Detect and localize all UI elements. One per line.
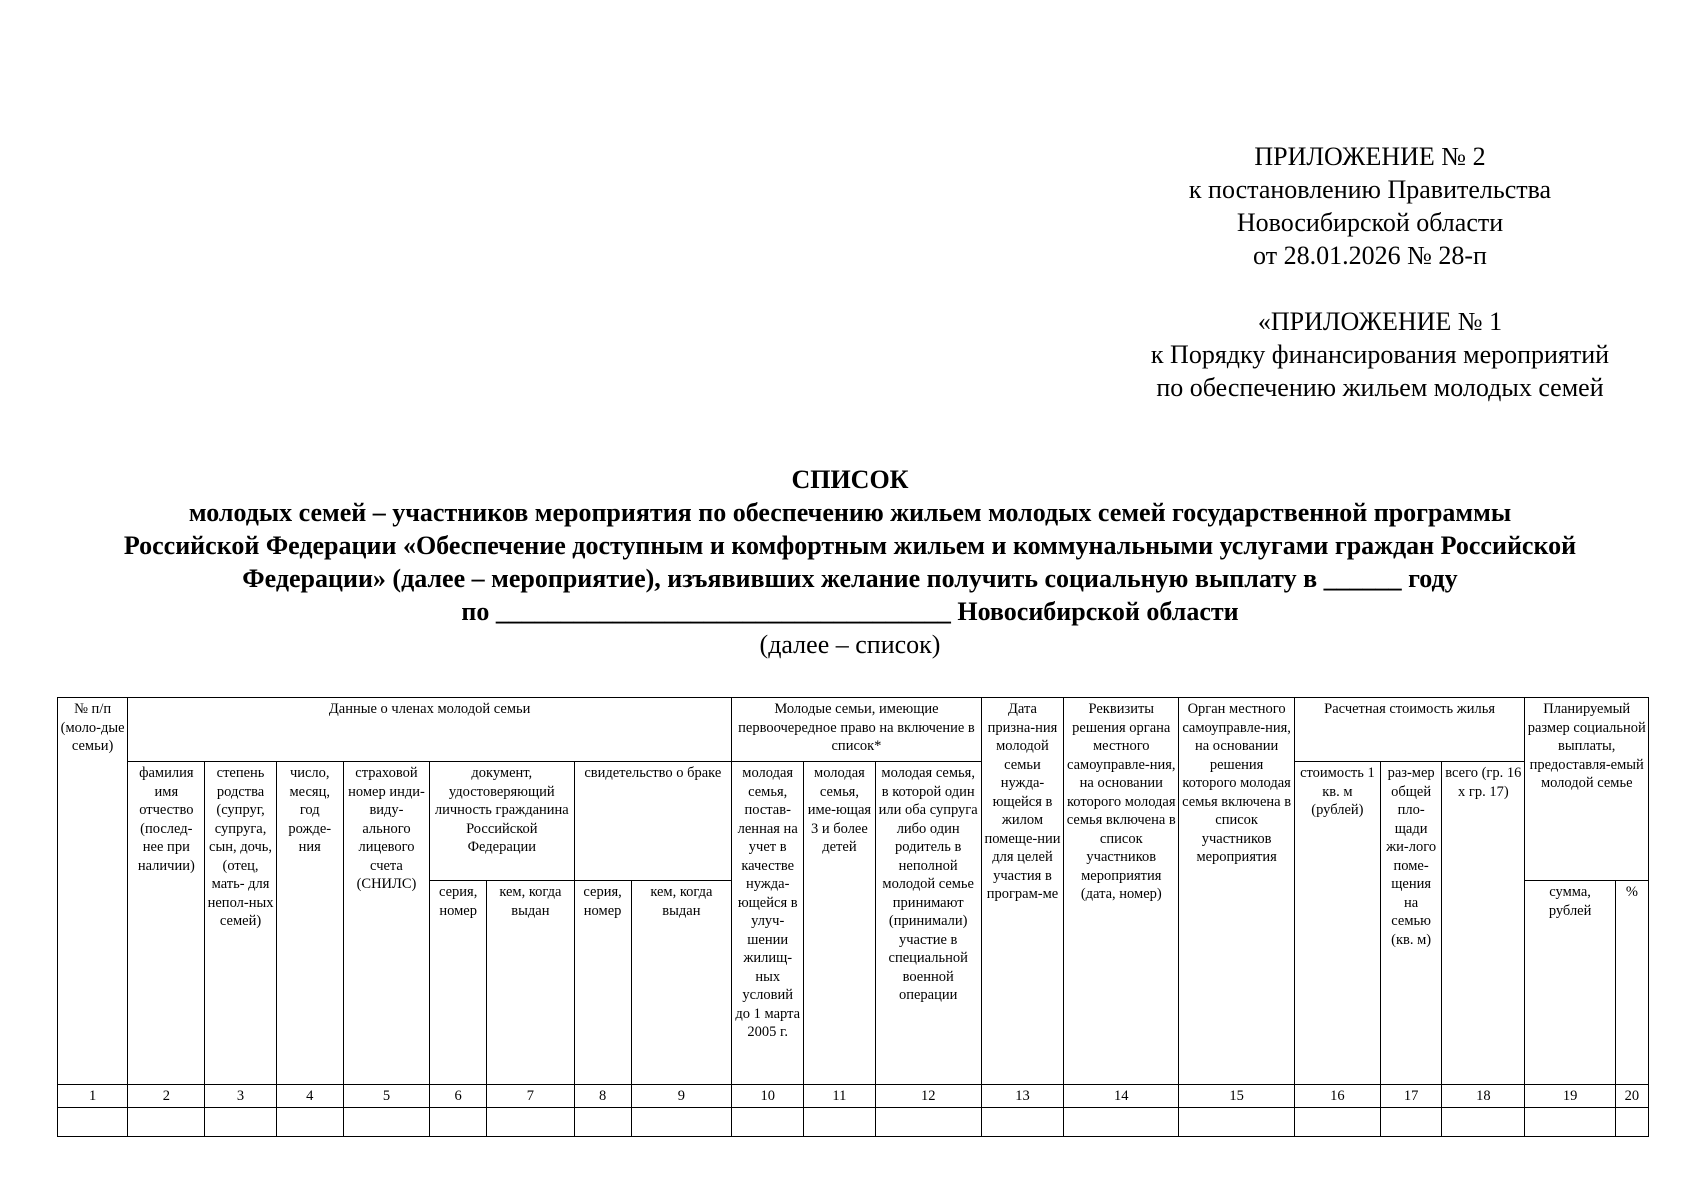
table-cell bbox=[981, 1108, 1063, 1137]
table-cell bbox=[430, 1108, 487, 1137]
table-cell bbox=[1064, 1108, 1179, 1137]
header-marriage-cert: свидетельство о браке bbox=[574, 762, 732, 881]
appendix-1-line: «ПРИЛОЖЕНИЕ № 1 bbox=[1257, 307, 1503, 336]
appendix-2-line: ПРИЛОЖЕНИЕ № 2 bbox=[1254, 142, 1486, 171]
header-decision-details: Реквизиты решения органа местного самоуправле-ния, на основании которого молодая семья включена в список участников мероприятия (дата, номер) bbox=[1064, 698, 1179, 1085]
column-number: 6 bbox=[430, 1085, 487, 1108]
header-registered-before-2005: молодая семья, постав-ленная на учет в качестве нужда-ющейся в улуч-шении жилищ-ных условий до 1 марта 2005 г. bbox=[732, 762, 804, 1085]
table-cell bbox=[1381, 1108, 1442, 1137]
header-full-name: фамилия имя отчество (послед-нее при наличии) bbox=[128, 762, 205, 1085]
header-housing-cost: Расчетная стоимость жилья bbox=[1294, 698, 1525, 762]
column-number: 1 bbox=[58, 1085, 128, 1108]
column-number: 17 bbox=[1381, 1085, 1442, 1108]
header-planned-payment: Планируемый размер социальной выплаты, предоставля-емый молодой семье bbox=[1525, 698, 1649, 881]
column-number: 14 bbox=[1064, 1085, 1179, 1108]
empty-data-row bbox=[58, 1108, 1649, 1137]
document-title-line: Российской Федерации «Обеспечение доступным и комфортным жильем и коммунальными услугами граждан Российской bbox=[123, 531, 1577, 560]
header-percent: % bbox=[1615, 881, 1648, 1085]
document-title: СПИСОК bbox=[791, 465, 909, 494]
appendix-1-line: к Порядку финансирования мероприятий bbox=[1150, 340, 1610, 369]
table-cell bbox=[343, 1108, 429, 1137]
appendix-1-line: по обеспечению жильем молодых семей bbox=[1156, 373, 1604, 402]
table-cell bbox=[487, 1108, 574, 1137]
header-id-document: документ, удостоверяющий личность гражданина Российской Федерации bbox=[430, 762, 574, 881]
table-cell bbox=[128, 1108, 205, 1137]
column-number: 19 bbox=[1525, 1085, 1615, 1108]
column-number: 2 bbox=[128, 1085, 205, 1108]
table-cell bbox=[205, 1108, 276, 1137]
document-title-line: по ___________________________________ Новосибирской области bbox=[461, 597, 1239, 626]
families-list-table bbox=[57, 697, 1649, 1137]
header-cost-per-sqm: стоимость 1 кв. м (рублей) bbox=[1294, 762, 1380, 1085]
column-number: 7 bbox=[487, 1085, 574, 1108]
table-cell bbox=[804, 1108, 875, 1137]
header-id-series: серия, номер bbox=[430, 881, 487, 1085]
table-cell bbox=[276, 1108, 343, 1137]
table-cell bbox=[1615, 1108, 1648, 1137]
table-cell bbox=[1294, 1108, 1380, 1137]
header-military-operation: молодая семья, в которой один или оба супруга либо один родитель в неполной молодой семье принимают (принимали) участие в специальной военной операции bbox=[875, 762, 981, 1085]
document-title-line: Федерации» (далее – мероприятие), изъявивших желание получить социальную выплату в ______ году bbox=[242, 564, 1458, 593]
column-number: 3 bbox=[205, 1085, 276, 1108]
column-number: 20 bbox=[1615, 1085, 1648, 1108]
appendix-2-header bbox=[1150, 140, 1590, 272]
table-cell bbox=[732, 1108, 804, 1137]
column-number: 5 bbox=[343, 1085, 429, 1108]
header-local-authority: Орган местного самоуправле-ния, на основании решения которого молодая семья включена в список участников мероприятия bbox=[1179, 698, 1294, 1085]
column-number: 16 bbox=[1294, 1085, 1380, 1108]
header-priority: Молодые семьи, имеющие первоочередное право на включение в список* bbox=[732, 698, 982, 762]
header-birth-date: число, месяц, год рожде-ния bbox=[276, 762, 343, 1085]
appendix-2-line: Новосибирской области bbox=[1236, 208, 1504, 237]
column-numbers-row bbox=[58, 1085, 1649, 1108]
header-marriage-issued: кем, когда выдан bbox=[631, 881, 731, 1085]
appendix-2-line: к постановлению Правительства bbox=[1188, 175, 1552, 204]
column-number: 10 bbox=[732, 1085, 804, 1108]
column-number: 8 bbox=[574, 1085, 631, 1108]
column-number: 11 bbox=[804, 1085, 875, 1108]
header-number: № п/п (моло-дые семьи) bbox=[58, 698, 128, 1085]
table-cell bbox=[574, 1108, 631, 1137]
column-number: 9 bbox=[631, 1085, 731, 1108]
column-number: 15 bbox=[1179, 1085, 1294, 1108]
table-cell bbox=[1525, 1108, 1615, 1137]
header-marriage-series: серия, номер bbox=[574, 881, 631, 1085]
header-total: всего (гр. 16 х гр. 17) bbox=[1442, 762, 1525, 1085]
column-number: 18 bbox=[1442, 1085, 1525, 1108]
header-relation: степень родства (супруг, супруга, сын, дочь, (отец, мать- для непол-ных семей) bbox=[205, 762, 276, 1085]
header-family-data: Данные о членах молодой семьи bbox=[128, 698, 732, 762]
header-three-children: молодая семья, име-ющая 3 и более детей bbox=[804, 762, 875, 1085]
document-title-line: молодых семей – участников мероприятия по обеспечению жильем молодых семей государственной программы bbox=[188, 498, 1512, 527]
document-subtitle: (далее – список) bbox=[759, 630, 941, 659]
column-number: 4 bbox=[276, 1085, 343, 1108]
appendix-1-header bbox=[1100, 305, 1660, 404]
header-id-issued: кем, когда выдан bbox=[487, 881, 574, 1085]
table-cell bbox=[1179, 1108, 1294, 1137]
table-cell bbox=[58, 1108, 128, 1137]
appendix-2-line: от 28.01.2026 № 28-п bbox=[1253, 241, 1487, 270]
header-snils: страховой номер инди-виду-ального лицевого счета (СНИЛС) bbox=[343, 762, 429, 1085]
column-number: 12 bbox=[875, 1085, 981, 1108]
document-title-block bbox=[40, 463, 1660, 661]
header-sum-rub: сумма, рублей bbox=[1525, 881, 1615, 1085]
header-date-recognized: Дата призна-ния молодой семьи нужда-ющейся в жилом помеще-нии для целей участия в програм-ме bbox=[981, 698, 1063, 1085]
table-cell bbox=[1442, 1108, 1525, 1137]
table-cell bbox=[631, 1108, 731, 1137]
header-area-per-family: раз-мер общей пло-щади жи-лого поме-щения на семью (кв. м) bbox=[1381, 762, 1442, 1085]
table-cell bbox=[875, 1108, 981, 1137]
column-number: 13 bbox=[981, 1085, 1063, 1108]
